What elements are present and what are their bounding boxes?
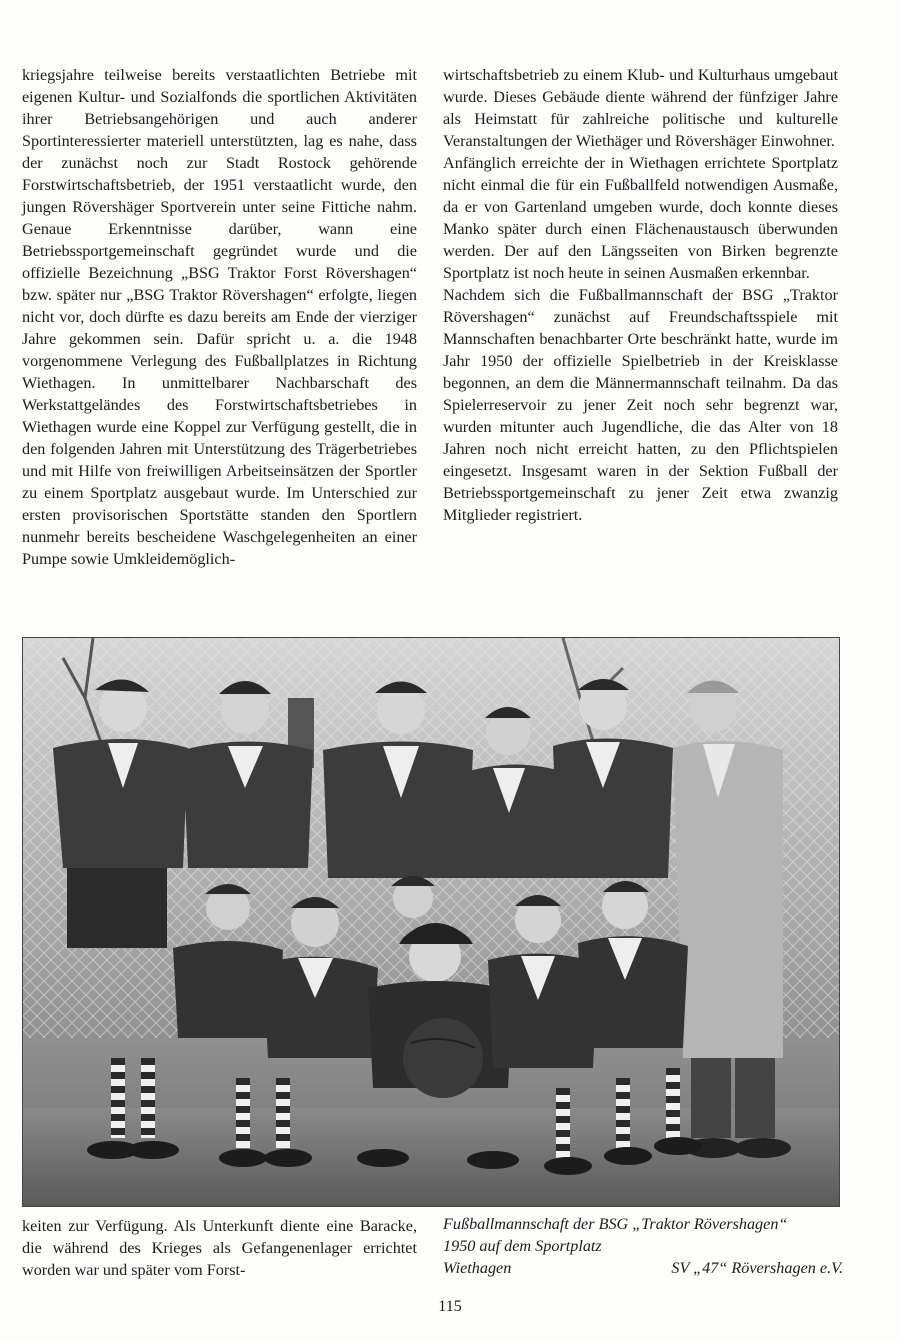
paragraph: kriegsjahre teilweise bereits verstaatlichten Betriebe mit eigenen Kultur- und Sozialfonds die sportlichen Aktivitäten ihrer Betriebsangehörigen und auch anderer Sportinteressierter materiell unterstützten, lag es nahe, dass der zunächst noch zur Stadt Rostock gehörende Forstwirtschaftsbetrieb, der 1951 verstaatlicht wurde, den jungen Rövershäger Sportverein unter seine Fittiche nahm. Genaue Erkenntnisse darüber, wann eine Betriebssportgemeinschaft gegründet wurde und die offizielle Bezeichnung „BSG Traktor Forst Rövershagen“ bzw. später nur „BSG Traktor Rövershagen“ erfolgte, liegen nicht vor, doch dürfte es dazu bereits am Ende der vierziger Jahre gekommen sein. Dafür spricht u. a. die 1948 vorgenommene Verlegung des Fußballplatzes in Richtung Wiethagen. In unmittelbarer Nachbarschaft des Werkstattgeländes des Forstwirtschaftsbetriebes in Wiethagen wurde eine Koppel zur Verfügung gestellt, die in den folgenden Jahren mit Unterstützung des Trägerbetriebes und mit Hilfe von freiwilligen Arbeitseinsätzen der Sportler zu einem Sportplatz ausgebaut wurde. Im Unterschied zur ersten provisorischen Sportstätte standen den Sportlern nunmehr bereits bescheidene Waschgelegenheiten an einer Pumpe sowie Umkleidemöglich- (22, 66, 417, 568)
paragraph: Anfänglich erreichte der in Wiethagen errichtete Sportplatz nicht einmal die für ein Fußballfeld notwendigen Ausmaße, da er von Gartenland umgeben wurde, doch konnte dieses Manko später durch einen Flächenaustausch überwunden werden. Der auf den Längsseiten von Birken begrenzte Sportplatz ist noch heute in seinen Ausmaßen erkennbar. (443, 154, 838, 282)
team-photo (22, 637, 840, 1207)
left-text-column (22, 64, 417, 570)
paragraph: Nachdem sich die Fußballmannschaft der BSG „Traktor Rövershagen“ zunächst auf Freundschaftsspiele mit Mannschaften benachbarter Orte beschränkt hatte, wurde im Jahr 1950 der offizielle Spielbetrieb in der Kreisklasse begonnen, an dem die Männermannschaft teilnahm. Da das Spielerreservoir zu jener Zeit noch sehr begrenzt war, wurden mitunter auch Jugendliche, die das Alter von 18 Jahren noch nicht erreicht hatten, zu den Pflichtspielen eingesetzt. Insgesamt waren in der Sektion Fußball der Betriebssportgemeinschaft zu jener Zeit etwa zwanzig Mitglieder registriert. (443, 286, 838, 524)
caption-last-line (443, 1257, 843, 1279)
photo-credit: SV „47“ Rövershagen e.V. (671, 1259, 843, 1277)
right-text-column (443, 64, 838, 526)
caption-line: Fußballmannschaft der BSG „Traktor Rövershagen“ (443, 1215, 788, 1233)
photo-caption (443, 1213, 843, 1279)
caption-line: Wiethagen (443, 1259, 512, 1277)
bottom-left-text (22, 1215, 417, 1281)
paragraph: wirtschaftsbetrieb zu einem Klub- und Kulturhaus umgebaut wurde. Dieses Gebäude diente während der fünfziger Jahre als Heimstatt für zahlreiche politische und kulturelle Veranstaltungen der Wiethäger und Rövershäger Einwohner. (443, 66, 838, 150)
page-number: 115 (438, 1298, 462, 1315)
paragraph: keiten zur Verfügung. Als Unterkunft diente eine Baracke, die während des Krieges als Gefangenenlager errichtet worden war und später vom Forst- (22, 1217, 417, 1279)
caption-line: 1950 auf dem Sportplatz (443, 1237, 602, 1255)
